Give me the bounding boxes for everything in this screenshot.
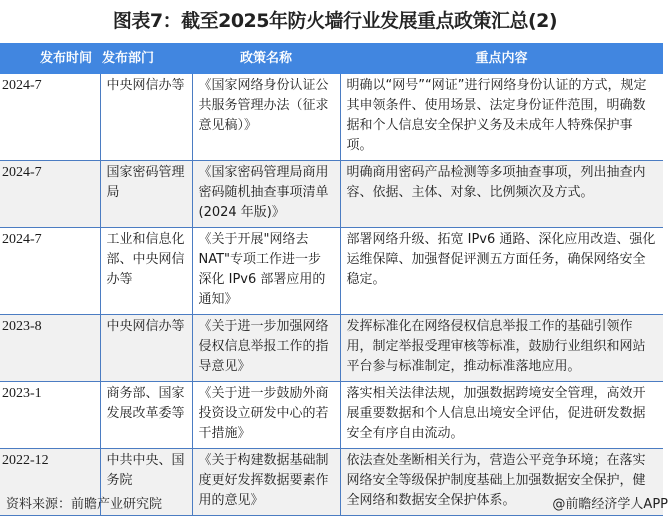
table-row: [0, 74, 663, 161]
table-row: [0, 228, 663, 315]
cell-date: 2022-12: [0, 449, 100, 516]
header-key-content: 重点内容: [340, 43, 663, 74]
chart-title: 图表7：截至2025年防火墙行业发展重点政策汇总(2): [112, 10, 558, 32]
cell-department: 中央网信办等: [100, 74, 192, 161]
cell-content: 发挥标准化在网络侵权信息举报工作的基础引领作用，制定举报受理审核等标准，鼓励行业组织和网站平台参与标准制定，推动标准落地应用。: [340, 315, 663, 382]
table-row: [0, 161, 663, 228]
policy-table: [0, 43, 663, 516]
cell-policy: 《国家密码管理局商用密码随机抽查事项清单(2024 年版)》: [192, 161, 340, 228]
cell-policy: 《国家网络身份认证公共服务管理办法（征求意见稿）》: [192, 74, 340, 161]
cell-department: 工业和信息化部、中央网信办等: [100, 228, 192, 315]
cell-policy: 《关于开展"网络去NAT"专项工作进一步深化 IPv6 部署应用的通知》: [192, 228, 340, 315]
cell-policy: 《关于进一步鼓励外商投资设立研发中心的若干措施》: [192, 382, 340, 449]
credit-note: @前瞻经济学人APP: [552, 497, 668, 512]
cell-date: 2023-1: [0, 382, 100, 449]
cell-department: 中共中央、国务院: [100, 449, 192, 516]
cell-department: 国家密码管理局: [100, 161, 192, 228]
cell-date: 2024-7: [0, 228, 100, 315]
cell-date: 2023-8: [0, 315, 100, 382]
cell-content: 依法查处垄断相关行为，营造公平竞争环境；在落实网络安全等级保护制度基础上加强数据安全保护，健全网络和数据安全保护体系。: [340, 449, 663, 516]
cell-content: 落实相关法律法规，加强数据跨境安全管理，高效开展重要数据和个人信息出境安全评估，促进研发数据安全有序自由流动。: [340, 382, 663, 449]
cell-content: 明确商用密码产品检测等多项抽查事项，列出抽查内容、依据、主体、对象、比例频次及方式。: [340, 161, 663, 228]
cell-policy: 《关于构建数据基础制度更好发挥数据要素作用的意见》: [192, 449, 340, 516]
cell-date: 2024-7: [0, 74, 100, 161]
header-department: 发布部门: [100, 43, 192, 74]
table-row: [0, 315, 663, 382]
table-header-row: [0, 43, 663, 74]
header-policy-name: 政策名称: [192, 43, 340, 74]
cell-date: 2024-7: [0, 161, 100, 228]
cell-content: 部署网络升级、拓宽 IPv6 通路、深化应用改造、强化运维保障、加强督促评测五方面任务，确保网络安全稳定。: [340, 228, 663, 315]
cell-department: 商务部、国家发展改革委等: [100, 382, 192, 449]
cell-policy: 《关于进一步加强网络侵权信息举报工作的指导意见》: [192, 315, 340, 382]
source-note: 资料来源：前瞻产业研究院: [6, 497, 163, 512]
cell-content: 明确以“网号”“网证”进行网络身份认证的方式，规定其申领条件、使用场景、法定身份证件范围，明确数据和个人信息安全保护义务及未成年人特殊保护事项。: [340, 74, 663, 161]
cell-department: 中央网信办等: [100, 315, 192, 382]
table-row: [0, 382, 663, 449]
header-date: 发布时间: [0, 43, 100, 74]
